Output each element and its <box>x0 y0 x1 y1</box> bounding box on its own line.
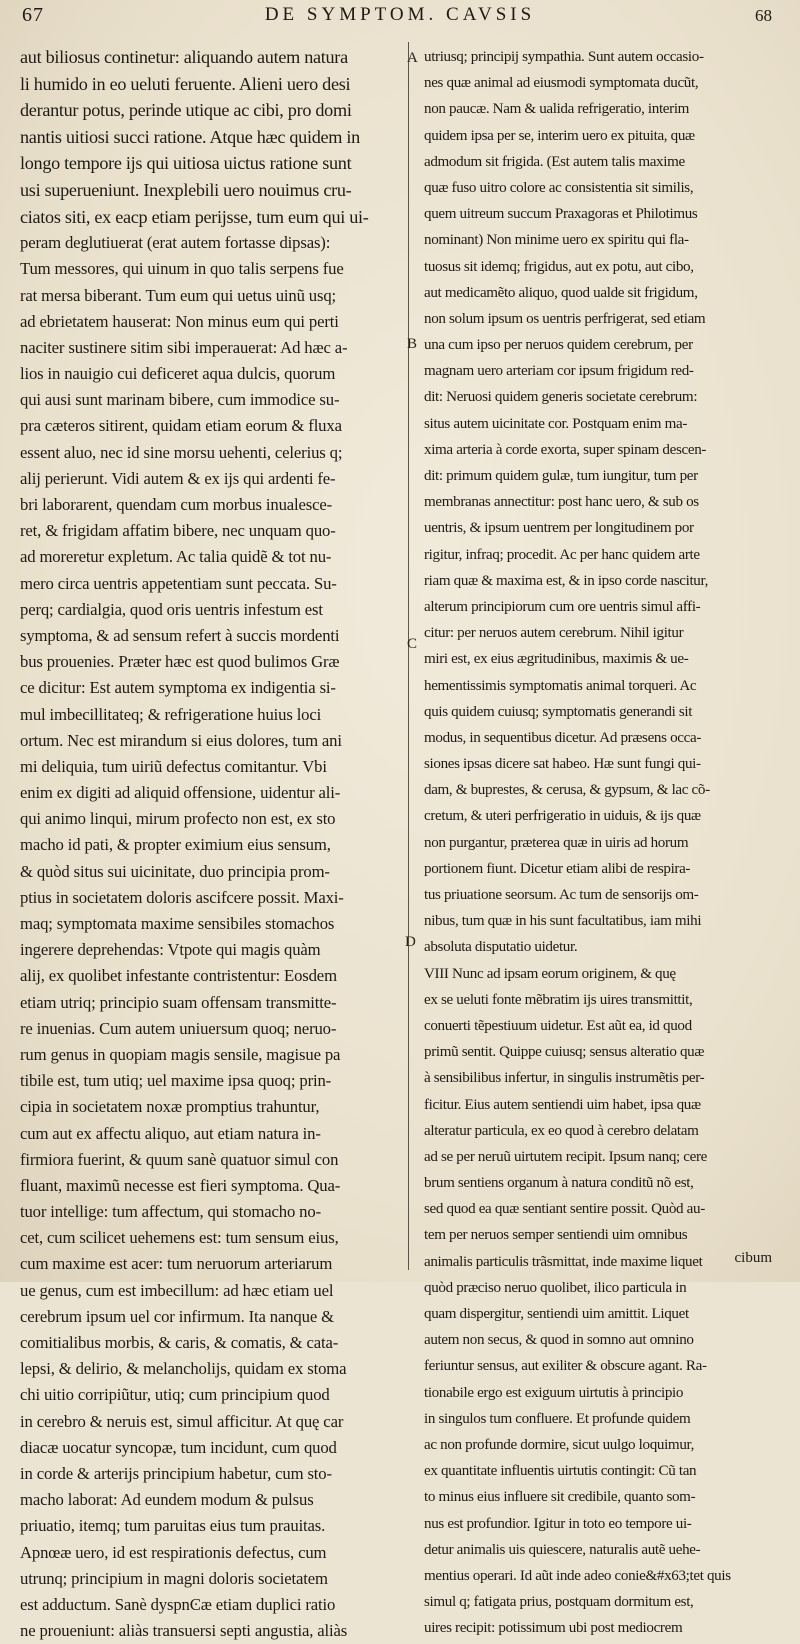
text-line: ad se per neruũ uirtutem recipit. Ipsum nanq; cere <box>424 1148 708 1165</box>
text-line: non solum ipsum os uentris perfrigerat, sed etiam <box>424 310 706 327</box>
margin-marker-d: D <box>405 934 416 950</box>
text-line: tibile est, tum utiq; uel maxime ipsa quoq; prin- <box>20 1071 332 1091</box>
text-line: quòd præciso neruo quolibet, ilico particula in <box>424 1279 687 1296</box>
margin-marker-b: B <box>407 336 418 352</box>
text-line: VIII Nunc ad ipsam eorum originem, & quę <box>424 965 676 982</box>
running-head <box>0 4 800 38</box>
text-line: animalis particulis trãsmittat, inde maxime liquet <box>424 1253 703 1270</box>
text-line: priuatio, itemq; tum paruitas eius tum prauitas. <box>20 1516 326 1536</box>
text-line: nantis uitiosi succi ratione. Atque hæc quidem in <box>20 126 360 147</box>
text-line: tionabile ergo est exiguum uirtutis à principio <box>424 1384 684 1401</box>
text-line: citur: per neruos autem cerebrum. Nihil igitur <box>424 625 684 642</box>
folio-right: 68 <box>755 6 772 25</box>
text-line: admodum sit frigida. (Est autem talis maxime <box>424 153 685 170</box>
text-line: ad moreretur expletum. Ac talia quidẽ & tot nu- <box>20 547 332 567</box>
text-line: to minus eius influere sit credibile, quanto som- <box>424 1489 696 1506</box>
text-line: mero circa uentris appetentiam sunt peccata. Su- <box>20 573 337 593</box>
left-text-column <box>20 44 402 1644</box>
catchword: cibum <box>734 1250 772 1266</box>
running-title: DE SYMPTOM. CAVSIS <box>264 4 536 25</box>
text-line: ce dicitur: Est autem symptoma ex indigentia si- <box>20 678 336 698</box>
text-line: ue genus, cum est imbecillum: ad hæc etiam uel <box>20 1280 334 1300</box>
margin-marker-a: A <box>407 50 418 66</box>
text-line: li humido in eo ueluti feruente. Alieni uero desi <box>20 73 351 94</box>
text-line: Tum messores, qui uinum in quo talis serpens fue <box>20 259 344 279</box>
text-line: macho laborat: Ad eundem modum & pulsus <box>20 1490 314 1510</box>
text-line: qui animo linqui, mirum profecto non est, ex sto <box>20 809 336 829</box>
text-line: quis quidem cuiusq; symptomatis generandi sit <box>424 703 693 720</box>
text-line: ex se ueluti fonte mẽbratim ijs uires transmittit, <box>424 991 693 1008</box>
text-line: cet, cum scilicet uehemens est: tum sensum eius, <box>20 1228 339 1248</box>
text-line: tem per neruos semper sentiendi uim omnibus <box>424 1227 688 1244</box>
text-line: xima arteria à corde exorta, super spinam descen- <box>424 441 707 458</box>
text-line: ad ebrietatem hauserat: Non minus eum qui perti <box>20 311 339 331</box>
text-line: quidem ipsa per se, interim uero ex pituita, quæ <box>424 127 695 144</box>
text-line: cum aut ex affectu aliquo, aut etiam natura in- <box>20 1123 321 1143</box>
text-line: ac non profunde dormire, sicut uulgo loquimur, <box>424 1436 695 1453</box>
text-line: alterum principiorum cum ore uentris simul affi- <box>424 598 701 615</box>
text-line: in singulos tum confluere. Et profunde quidem <box>424 1410 691 1427</box>
text-line: ex quantitate influentis uirtutis contingit: Cũ tan <box>424 1463 697 1480</box>
text-line: rigitur, infraq; procedit. Ac per hanc quidem arte <box>424 546 700 563</box>
text-line: bus prouenies. Præter hæc est quod bulimos Græ <box>20 652 340 672</box>
text-line: quam dispergitur, sentiendi uim amittit. Liquet <box>424 1306 689 1322</box>
text-line: dam, & buprestes, & cerusa, & gypsum, & lac cõ- <box>424 782 710 799</box>
text-line: una cum ipso per neruos quidem cerebrum, per <box>424 337 693 354</box>
text-line: à sensibilibus infertur, in singulis instrumẽtis per- <box>424 1070 705 1087</box>
text-line: ret, & frigidam affatim bibere, nec unquam quo- <box>20 521 336 541</box>
text-line: ne proueniunt: aliàs transuersi septi angustia, aliàs <box>20 1621 348 1641</box>
text-line: dit: Neruosi quidem generis societate cerebrum: <box>424 389 698 406</box>
text-line: & quòd situs sui uicinitate, duo principia prom- <box>20 861 330 881</box>
text-line: nes quæ animal ad eiusmodi symptomata ducũt, <box>424 75 699 92</box>
text-line: longo tempore ijs qui uitiosa uictus ratione sunt <box>20 153 352 174</box>
text-line: cum maxime est acer: tum neruorum arteriarum <box>20 1254 333 1274</box>
text-line: alteratur particula, ex eo quod à cerebro delatam <box>424 1122 699 1139</box>
text-line: Apnœæ uero, id est respirationis defectus, cum <box>20 1542 327 1562</box>
text-line: mul imbecillitateq; & refrigeratione huius loci <box>20 704 322 724</box>
folio-left: 67 <box>22 4 44 26</box>
text-line: mi deliquia, tum uiriũ defectus comitantur. Vbi <box>20 756 327 776</box>
text-line: magnam uero arteriam cor ipsum frigidum red- <box>424 363 694 380</box>
text-line: firmiora fuerint, & quum sanè quatuor simul con <box>20 1149 339 1169</box>
text-line: macho id pati, & propter eximium eius sensum, <box>20 835 331 855</box>
text-line: siones ipsas dicere sat habeo. Hæ sunt fungi qui- <box>424 756 701 773</box>
text-line: tus priuatione seorsum. Ac tum de sensorijs om- <box>424 887 699 903</box>
column-divider <box>408 42 409 1270</box>
text-line: brum sentiens organum à natura conditũ nõ est, <box>424 1175 694 1192</box>
text-line: perq; cardialgia, quod oris uentris infestum est <box>20 599 323 619</box>
text-line: ficitur. Eius autem sentiendi uim habet, ipsa quæ <box>424 1096 701 1113</box>
text-line: mentius operari. Id aũt inde adeo conie&#x63;tet quis <box>424 1567 731 1584</box>
text-line: portionem fiunt. Dicetur etiam alibi de respira- <box>424 860 691 877</box>
text-line: re inuenias. Cum autem uniuersum quoq; neruo- <box>20 1018 337 1038</box>
text-line: qui ausi sunt marinam bibere, cum immodice su- <box>20 390 340 410</box>
text-line: utriusq; principij sympathia. Sunt autem occasio- <box>424 49 704 65</box>
text-line: ortum. Nec est mirandum si eius dolores, tum ani <box>20 730 342 750</box>
text-line: quem uitreum succum Praxagoras et Philotimus <box>424 206 698 223</box>
text-line: situs autem uicinitate cor. Postquam enim ma- <box>424 415 688 432</box>
text-line: derantur potus, perinde utique ac cibi, pro domi <box>20 100 352 121</box>
text-line: ptius in societatem doloris ascifcere possit. Maxi- <box>20 887 344 907</box>
text-line: tuor intellige: tum affectum, qui stomacho no- <box>20 1202 321 1222</box>
text-line: diacæ uocatur syncopæ, tum incidunt, cum quod <box>20 1437 337 1457</box>
text-line: rat mersa biberant. Tum eum qui uetus uinũ usq; <box>20 285 337 305</box>
text-line: usi superueniunt. Inexplebili uero nouimus cru- <box>20 179 352 200</box>
text-line: rum genus in quopiam magis sensile, magisue pa <box>20 1044 341 1064</box>
text-line: bri laborarent, quendam cum morbus inualesce- <box>20 495 333 515</box>
text-line: maq; symptomata maxime sensibiles stomachos <box>20 914 335 934</box>
text-line: alij, ex quolibet infestante contristentur: Eosdem <box>20 966 337 986</box>
text-line: aut biliosus continetur: aliquando autem natura <box>20 47 348 67</box>
text-line: pra cæteros sitirent, quidam etiam eorum & fluxa <box>20 416 342 436</box>
text-line: cretum, & uteri perfrigeratio in uiduis, & ijs quæ <box>424 808 701 825</box>
text-line: cerebrum ipsum uel cor infirmum. Ita nanque & <box>20 1306 334 1326</box>
text-line: lios in nauigio cui deficeret aqua dulcis, quorum <box>20 364 336 384</box>
text-line: chi uitio corripiũtur, utiq; cum principium quod <box>20 1385 330 1405</box>
text-line: miri est, ex eius ægritudinibus, maximis & ue- <box>424 651 689 668</box>
text-line: comitialibus morbis, & caris, & comatis, & cata- <box>20 1333 339 1353</box>
text-line: alij perierunt. Vidi autem & ex ijs qui ardenti fe- <box>20 468 336 488</box>
text-line: essent aluo, nec id sine morsu uehenti, celerius q; <box>20 442 343 462</box>
text-line: cipia in societatem noxæ promptius trahuntur, <box>20 1097 320 1117</box>
text-line: nominant) Non minime uero ex spiritu qui fla- <box>424 232 689 249</box>
text-line: simul q; fatigata prius, postquam dormitum est, <box>424 1594 694 1611</box>
text-line: conuerti tẽpestiuum uidetur. Est aũt ea, id quod <box>424 1017 692 1034</box>
text-line: naciter sustinere sitim sibi imperauerat: Ad hæc a- <box>20 337 348 357</box>
text-line: ingerere deprehendas: Vtpote qui magis quàm <box>20 940 321 960</box>
right-text-column <box>424 44 780 1641</box>
text-line: primũ sentit. Quippe cuiusq; sensus alteratio quæ <box>424 1044 705 1061</box>
text-line: autem non secus, & quod in somno aut omnino <box>424 1332 694 1349</box>
text-line: aut medicamẽto aliquo, quod ualde sit frigidum, <box>424 284 698 301</box>
text-line: tuosus sit idemq; frigidus, aut ex potu, aut cibo, <box>424 258 694 275</box>
text-line: nus est profundior. Igitur in toto eo tempore ui- <box>424 1515 692 1532</box>
text-line: fluant, maximũ necesse est fieri symptoma. Qua- <box>20 1175 341 1195</box>
text-line: membranas annectitur: post hanc uero, & sub os <box>424 494 699 511</box>
text-line: sed quod ea quæ sentiant sentire possit. Quòd au- <box>424 1201 705 1218</box>
text-line: in cerebro & neruis est, simul afficitur. At quę car <box>20 1411 344 1431</box>
text-line: etiam utriq; principio suam offensam transmitte- <box>20 992 337 1012</box>
text-line: nibus, tum quæ in his sunt facultatibus, iam mihi <box>424 913 702 930</box>
text-line: feriuntur sensus, aut exiliter & obscure agant. Ra- <box>424 1358 707 1375</box>
text-line: absoluta disputatio uidetur. <box>424 939 578 956</box>
text-line: ciatos siti, ex eacp etiam perijsse, tum eum qui ui- <box>20 206 369 227</box>
text-line: hementissimis symptomatis animal torqueri. Ac <box>424 677 697 694</box>
text-line: in corde & arterijs principium habetur, cum sto- <box>20 1463 332 1483</box>
text-line: uentris, & ipsum uentrem per longitudinem por <box>424 520 694 537</box>
text-line: dit: primum quidem gulæ, tum iungitur, tum per <box>424 468 698 484</box>
text-line: non purgantur, præterea quæ in uiris ad horum <box>424 834 689 851</box>
text-line: modus, in sequentibus dicetur. Ad præsens occa- <box>424 729 701 746</box>
text-line: uires recipit: potissimum ubi post mediocrem <box>424 1620 683 1637</box>
text-line: non paucæ. Nam & ualida refrigeratio, interim <box>424 101 690 118</box>
margin-marker-c: C <box>407 636 418 652</box>
text-line: riam quæ & maxima est, & in ipso corde nascitur, <box>424 572 708 589</box>
text-line: detur animalis uis quiescere, naturalis autẽ uehe- <box>424 1541 701 1558</box>
text-line: est adductum. Sanè dyspnϾæ etiam duplici ratio <box>20 1594 336 1614</box>
text-line: quæ fuso uitro colore ac consistentia sit similis, <box>424 179 694 196</box>
text-line: enim ex digiti ad aliquid offensione, uidentur ali- <box>20 783 341 803</box>
text-line: utrunq; principium in magni doloris societatem <box>20 1568 328 1588</box>
text-line: lepsi, & delirio, & melancholijs, quidam ex stoma <box>20 1359 347 1379</box>
text-line: symptoma, & ad sensum refert à succis mordenti <box>20 625 340 645</box>
text-line: peram deglutiuerat (erat autem fortasse dipsas): <box>20 233 331 253</box>
